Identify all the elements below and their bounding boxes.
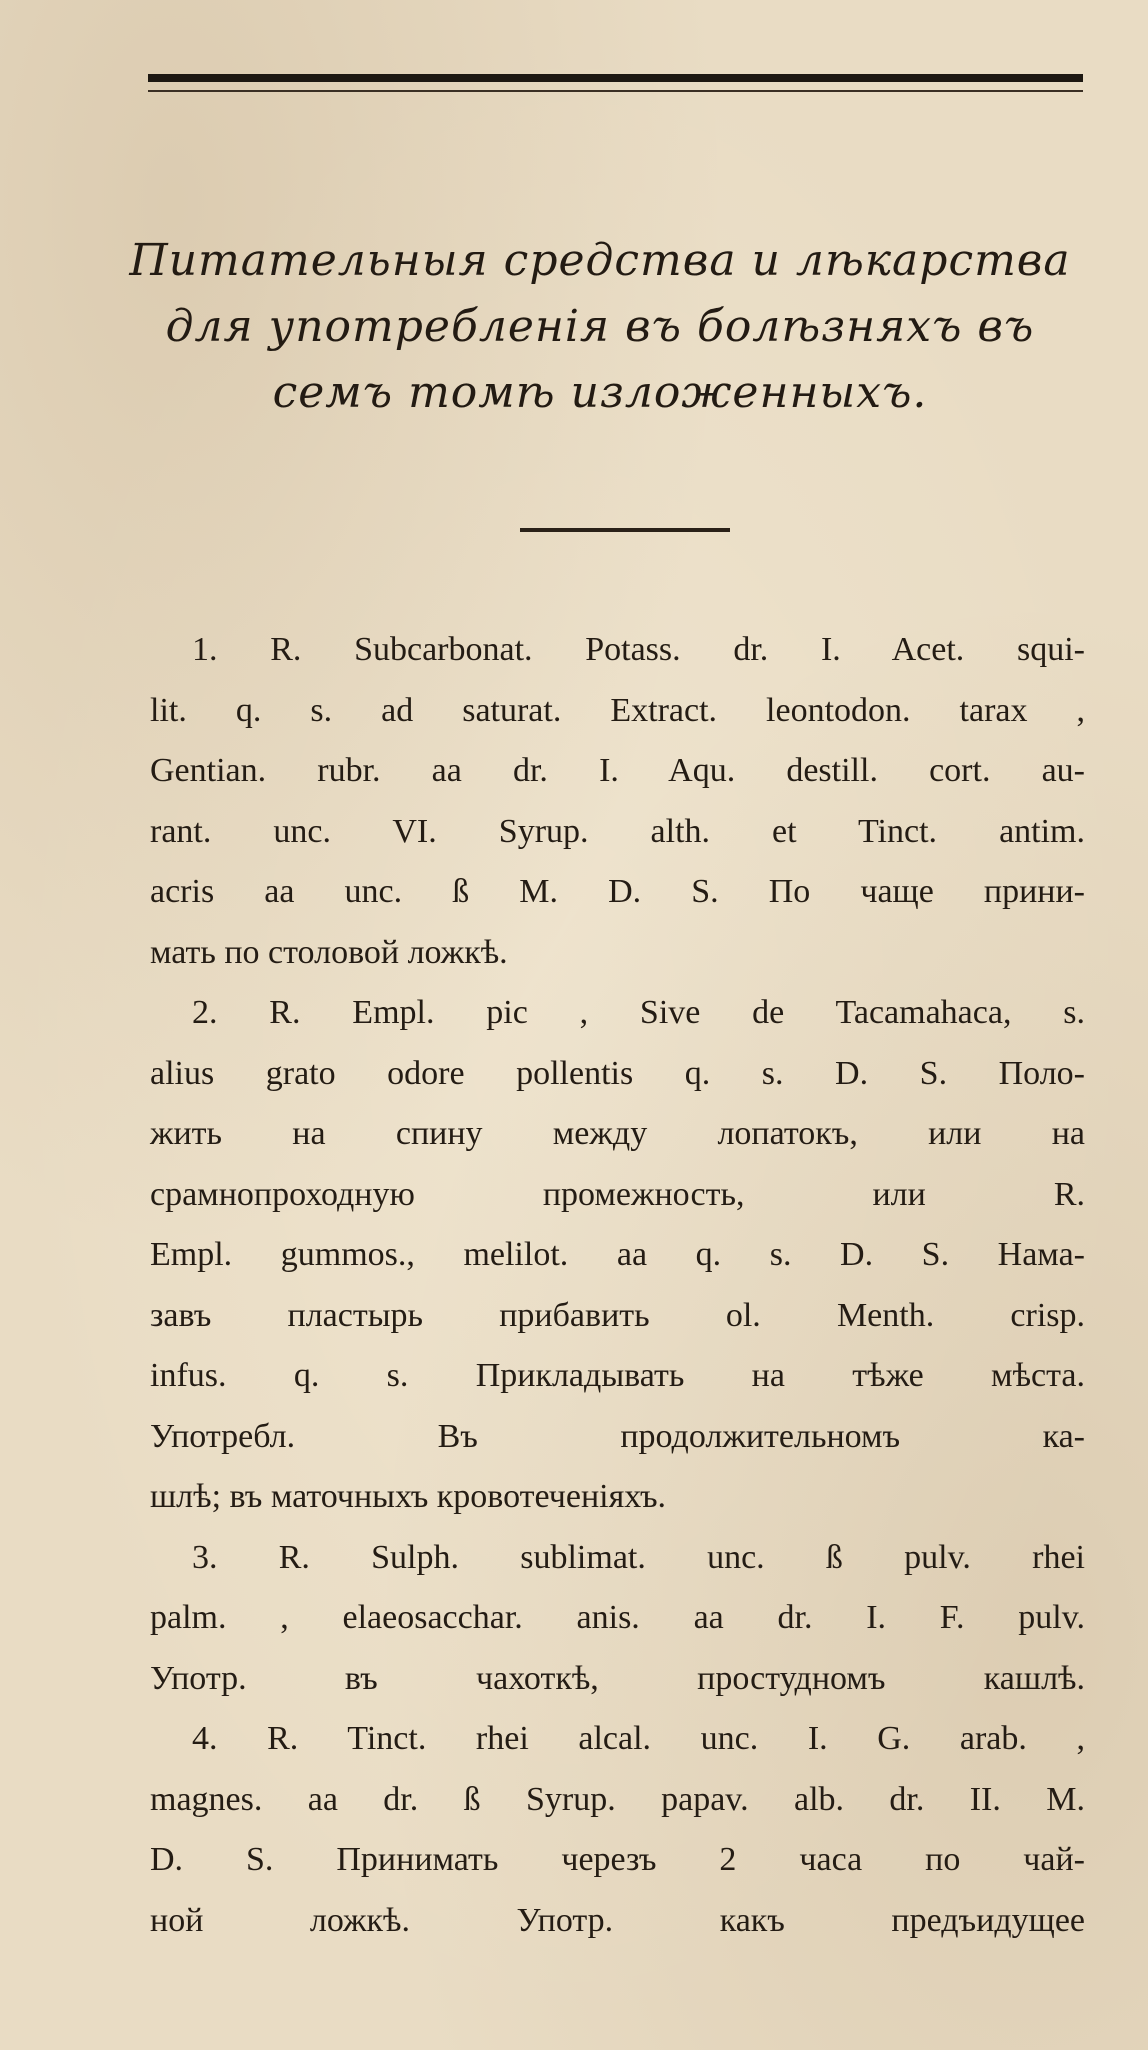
prescription-1-line-4: rant. unc. VI. Syrup. alth. et Tinct. antim. [150,812,1085,850]
prescription-4-line-1: 4. R. Tinct. rhei alcal. unc. I. G. arab. , [192,1720,1085,1757]
prescription-2-line-5: Empl. gummos., melilot. aa q. s. D. S. Нама- [150,1236,1085,1273]
title-line-1: Питательныя средства и лѣкарства [129,235,1071,286]
prescription-1-line-6: мать по столовой ложкѣ. [150,933,508,971]
title-line-3: семъ томѣ изложенныхъ. [272,367,928,418]
prescription-3-line-3: Употр. въ чахоткѣ, простудномъ кашлѣ. [150,1659,1085,1697]
header-rule-thick [148,74,1083,82]
prescription-2-line-6: завъ пластырь прибавить ol. Menth. crisp. [150,1296,1085,1334]
prescription-3-line-2: palm. , elaeosacchar. anis. aa dr. I. F. pulv. [150,1599,1085,1636]
title-divider [520,528,730,532]
title-line-2: для употребленія въ болѣзняхъ въ [165,301,1035,352]
prescription-4-line-4: ной ложкѣ. Употр. какъ предъидущее [150,1901,1085,1939]
prescription-2-line-7: infus. q. s. Прикладывать на тѣже мѣста. [150,1357,1085,1394]
prescription-4-line-2: magnes. aa dr. ß Syrup. papav. alb. dr. II. M. [150,1780,1085,1818]
prescription-1-line-1: 1. R. Subcarbonat. Potass. dr. I. Acet. squi- [192,631,1085,668]
usage-note-line-1: Употребл. Въ продолжительномъ ка- [150,1417,1085,1455]
prescription-1-line-5: acris aa unc. ß M. D. S. По чаще прини- [150,873,1085,910]
prescription-2-line-4: срамнопроходную промежность, или R. [150,1175,1085,1213]
prescription-4-line-3: D. S. Принимать черезъ 2 часа по чай- [150,1841,1085,1878]
prescriptions-text [150,620,1085,1951]
header-rule-thin [148,90,1083,92]
prescription-2-line-3: жить на спину между лопатокъ, или на [150,1115,1085,1152]
prescription-1-line-2: lit. q. s. ad saturat. Extract. leontodon. tarax , [150,691,1085,729]
prescription-3-line-1: 3. R. Sulph. sublimat. unc. ß pulv. rhei [192,1538,1085,1576]
prescription-2-line-1: 2. R. Empl. pic , Sive de Tacamahaca, s. [192,994,1085,1031]
prescription-2-line-2: alius grato odore pollentis q. s. D. S. Поло- [150,1054,1085,1092]
prescription-1-line-3: Gentian. rubr. aa dr. I. Aqu. destill. cort. au- [150,752,1085,789]
section-title [100,228,1100,426]
usage-note-line-2: шлѣ; въ маточныхъ кровотеченіяхъ. [150,1478,667,1515]
